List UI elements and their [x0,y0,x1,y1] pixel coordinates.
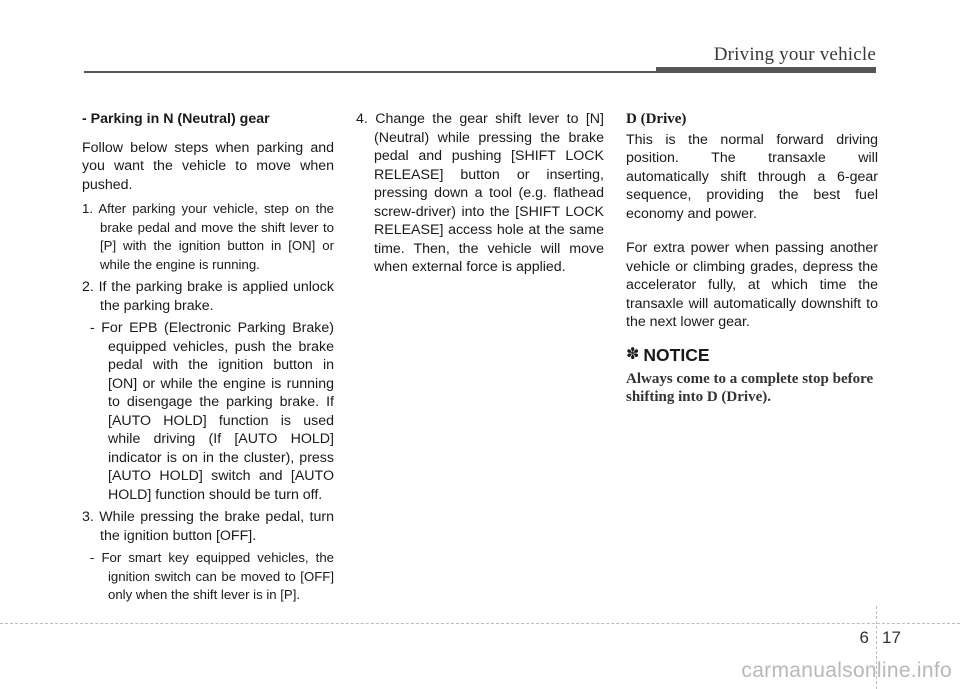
drive-heading: D (Drive) [626,111,687,127]
column-right [626,110,878,406]
step-3-note: - For smart key equipped vehicles, the ignition switch can be moved to [OFF] only when the shift lever is in [P]. [90,550,334,602]
column-left [82,110,334,609]
column-middle [356,110,604,281]
watermark: carmanualsonline.info [741,659,952,682]
step-3: 3. While pressing the brake pedal, turn the ignition button [OFF]. [82,509,334,544]
chapter-number: 6 [859,628,869,647]
step-2: 2. If the parking brake is applied unlock the parking brake. [82,279,334,314]
notice-star-icon: ✽ [626,345,640,363]
footer-rule [0,623,960,624]
step-2-note: - For EPB (Electronic Parking Brake) equipped vehicles, push the brake pedal with the ignition button in [ON] or while the engine is running to disengage the parking brake. If [AUTO HOLD] function is used while driving (If [AUTO HOLD] indicator is on in the cluster), press [AUTO HOLD] switch and [AUTO HOLD] function should be turn off. [90,320,334,503]
page-number: 17 [882,628,901,647]
header-rule-accent [656,67,876,73]
notice-heading [626,346,878,365]
notice-label: NOTICE [643,344,710,365]
step-4: 4. Change the gear shift lever to [N] (Neutral) while pressing the brake pedal and pushing [SHIFT LOCK RELEASE] button or inserting, pressing down a tool (e.g. flathead screw-driver) into the [SHIFT LOCK RELEASE] access hole at the same time. Then, the vehicle will move when external force is applied. [356,111,604,275]
intro-paragraph: Follow below steps when parking and you want the vehicle to move when pushed. [82,139,334,193]
drive-paragraph-1: This is the normal forward driving position. The transaxle will automatically shift through a 6-gear sequence, providing the best fuel economy and power. [626,131,878,222]
notice-body: Always come to a complete stop before shifting into D (Drive). [626,371,874,405]
step-1: 1. After parking your vehicle, step on the brake pedal and move the shift lever to [P] with the ignition button in [ON] or while the engine is running. [82,201,334,272]
drive-paragraph-2: For extra power when passing another vehicle or climbing grades, depress the accelerator fully, at which time the transaxle will automatically downshift to the next lower gear. [626,240,878,330]
section-title: Driving your vehicle [713,44,876,65]
subheading-parking-neutral: - Parking in N (Neutral) gear [82,111,270,127]
